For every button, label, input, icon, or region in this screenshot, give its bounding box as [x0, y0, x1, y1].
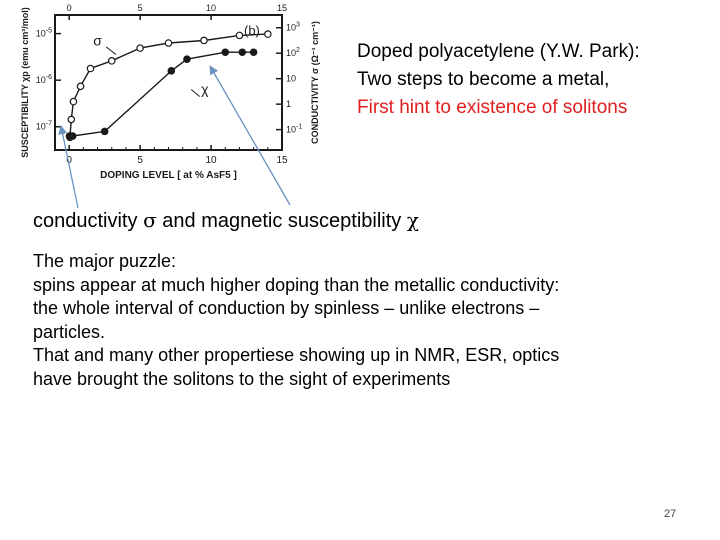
chart-layer	[20, 3, 320, 181]
data-point	[165, 40, 171, 46]
data-point	[250, 49, 256, 55]
page-number: 27	[664, 508, 677, 520]
right-tick-label: 1	[286, 99, 292, 110]
data-point	[222, 49, 228, 55]
series-label-leader	[106, 47, 116, 55]
x-tick-label-top: 5	[137, 3, 143, 13]
series-label-sigma: σ	[93, 32, 102, 49]
x-tick-label: 5	[137, 155, 143, 166]
slide-title-line-2: Two steps to become a metal,	[357, 69, 610, 90]
data-point	[184, 56, 190, 62]
slide-title-line-1: Doped polyacetylene (Y.W. Park):	[357, 41, 640, 62]
data-point	[168, 68, 174, 74]
left-tick-label: $10^{-5}$	[35, 27, 52, 39]
right-tick-label: 10	[286, 73, 297, 84]
body-line: the whole interval of conduction by spinless – unlike electrons –	[33, 298, 540, 318]
left-tick-label: $10^{-7}$	[35, 120, 52, 132]
left-axis-title: SUSCEPTIBILITY χp (emu cm³/mol)	[20, 7, 30, 158]
x-tick-label: 0	[66, 155, 72, 166]
body-line: have brought the solitons to the sight of experiments	[33, 368, 451, 389]
x-tick-label-top: 10	[206, 3, 217, 13]
caption-middle: and magnetic susceptibility	[156, 210, 407, 232]
series-label-leader	[191, 89, 200, 96]
callout-arrows	[61, 66, 290, 208]
right-tick-label: $10^3$	[286, 21, 300, 33]
data-point	[201, 37, 207, 43]
left-tick-label: $10^{-6}$	[35, 74, 52, 86]
data-point	[70, 133, 76, 139]
right-axis-title: CONDUCTIVITY σ (Ω⁻¹ cm⁻¹)	[310, 21, 320, 144]
x-tick-label-top: 15	[276, 3, 288, 13]
figure-caption	[33, 208, 419, 233]
body-line: spins appear at much higher doping than the metallic conductivity:	[33, 274, 560, 295]
x-axis-title: DOPING LEVEL [ at % AsF5 ]	[100, 170, 237, 181]
series-line	[70, 34, 268, 137]
data-point	[101, 128, 107, 134]
data-point	[265, 31, 271, 37]
caption-prefix: conductivity	[33, 210, 144, 232]
caption-chi: χ	[406, 208, 419, 232]
data-point	[68, 116, 74, 122]
data-point	[109, 58, 115, 64]
caption-sigma: σ	[143, 208, 157, 232]
data-point	[70, 98, 76, 104]
data-point	[239, 49, 245, 55]
slide-title-line-3: First hint to existence of solitons	[357, 97, 628, 118]
data-point	[137, 45, 143, 51]
body-text	[33, 250, 693, 391]
series-label-chi: χ	[201, 81, 209, 98]
x-tick-label: 15	[276, 155, 288, 166]
right-tick-label: $10^2$	[286, 47, 300, 59]
data-point	[77, 83, 83, 89]
arrow-to-chi	[210, 66, 290, 205]
x-tick-label-top: 0	[66, 3, 72, 13]
data-point	[87, 65, 93, 71]
body-line: The major puzzle:	[33, 251, 177, 271]
body-line: particles.	[33, 321, 106, 342]
x-tick-label: 10	[205, 155, 217, 166]
data-point	[236, 32, 242, 38]
body-line: That and many other propertiese showing up in NMR, ESR, optics	[33, 345, 560, 365]
right-tick-label: $10^{-1}$	[286, 123, 303, 135]
panel-label: (b)	[244, 23, 260, 38]
